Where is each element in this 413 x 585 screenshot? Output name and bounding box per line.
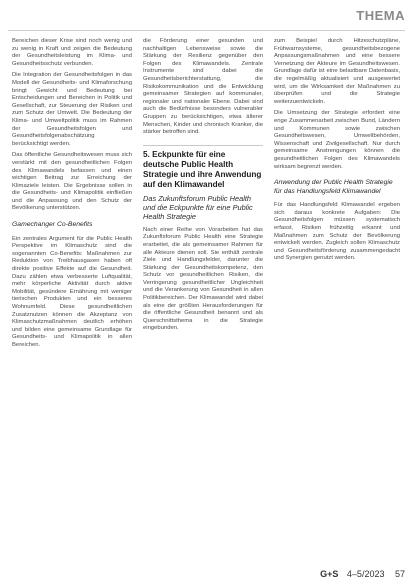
paragraph: Die Umsetzung der Strategie erfordert eine enge Zusammenarbeit zwischen Bund, Ländern und Kommunen sowie zwischen Gesundheitswesen, Umweltbehörden, Wissenschaft und Zivilgesellschaft. Nur durch gemeinsame Anstrengungen können die gesundheitlichen Folgen des Klimawandels wirksam begrenzt werden.: [274, 110, 400, 170]
paragraph: Bereichen dieser Krise sind noch wenig und zu wenig in Kraft und zeigen die Bedeutung der Gesundheitsleistung im Klima- und Gesundheitsschutz verbunden.: [12, 38, 132, 67]
paragraph: Nach einer Reihe von Vorarbeiten hat das Zukunftsforum Public Health eine Strategie erarbeitet, die als gemeinsamer Rahmen für alle Akteure dienen soll. Sie enthält zentrale Ziele und Handlungsfelder, darunter die Stärkung der Gesundheitskompetenz, den Schutz vor gesundheitlichen Risiken, die Verringerung gesundheitlicher Ungleichheit und die Verankerung von Gesundheit in allen Politikbereichen. Der Klimawandel wird dabei als eine der größten Herausforderungen für die öffentliche Gesundheit benannt und als Querschnittsthema in die Strategie eingebunden.: [143, 226, 263, 332]
paragraph: die Förderung einer gesunden und nachhaltigen Lebensweise sowie die Stärkung der Resilienz gegenüber den Folgen des Klimawandels. Zentrale Instrumente sind dabei die Gesundheitsberichterstattung, die Risikokommunikation und die Entwicklung gemeinsamer Strategien auf kommunaler, regionaler und nationaler Ebene. Dabei sind auch die Bedürfnisse besonders vulnerabler Gruppen zu berücksichtigen, etwa älterer Menschen, Kinder und chronisch Kranker, die stärker betroffen sind.: [143, 38, 263, 136]
heading-rule: [143, 145, 263, 146]
column-1: [12, 38, 132, 561]
page-footer: [0, 563, 413, 585]
issue-number: 4–5/2023: [346, 569, 385, 579]
subheading: Anwendung der Public Health Strategie für das Handlungsfeld Klimawandel: [274, 179, 393, 195]
footer-info: [320, 569, 405, 579]
page-number: 57: [394, 569, 405, 579]
paragraph: Ein zentrales Argument für die Public Health Perspektive im Klimaschutz sind die sogenannten Co-Benefits: Maßnahmen zur Reduktion von Treibhausgasen haben oft direkte positive Effekte auf die Gesundheit. Dazu zählen etwa verbesserte Luftqualität, mehr körperliche Aktivität durch aktive Mobilität, gesündere Ernährung mit weniger tierischen Produkten und ein besseres Wohnumfeld. Diese gesundheitlichen Zusatznutzen können die Akzeptanz von Klimaschutzmaßnahmen deutlich erhöhen und bilden eine gemeinsame Grundlage für Gesundheits- und Klimapolitik in allen Bereichen.: [12, 235, 132, 348]
paragraph: Die Integration der Gesundheitsfolgen in das Modell der Gesundheits- und Klimaforschung bringt Gewicht und Bedeutung bei Entscheidungen und Bereichen in Politik und Gesellschaft, zur Steuerung der Risiken und zum Schutz der Umwelt. Die Bedeutung der Klima- und Umweltpolitik muss im Rahmen der Gesundheitsfolgen und Gesundheitsfolgenabschätzung berücksichtigt werden.: [12, 72, 132, 147]
column-2: [143, 38, 263, 561]
paragraph: Das öffentliche Gesundheitswesen muss sich verstärkt mit den gesundheitlichen Folgen des Klimawandels befassen und einen wichtigen Beitrag zur Erreichung der Klimaziele leisten. Die Ergebnisse sollen in die Gesundheits- und Klimapolitik einfließen und die Anpassung und den Schutz der Bevölkerung unterstützen.: [12, 152, 132, 212]
paragraph: zum Beispiel durch Hitzeschutzpläne, Frühwarnsysteme, gesundheitsbezogene Anpassungsmaßnahmen und eine bessere Vernetzung der Akteure im Gesundheitswesen. Grundlage dafür ist eine belastbare Datenbasis, die regelmäßig aktualisiert und ausgewertet wird, um die Wirksamkeit der Maßnahmen zu überprüfen und die Strategie weiterzuentwickeln.: [274, 38, 400, 105]
paragraph: Für das Handlungsfeld Klimawandel ergeben sich daraus konkrete Aufgaben: Die Gesundheitsfolgen müssen systematisch erfasst, Risiken frühzeitig erkannt und Maßnahmen zum Schutz der Bevölkerung entwickelt werden. Zugleich sollen Klimaschutz und Gesundheitsförderung zusammengedacht und Synergien genutzt werden.: [274, 202, 400, 262]
subheading: Gamechanger Co-Benefits: [12, 221, 93, 229]
journal-brand: G+S: [320, 569, 339, 579]
section-label: THEMA: [356, 8, 405, 23]
section-heading-block: [143, 145, 263, 221]
section-subheading: Das Zukunftsforum Public Health und die Eckpunkte für eine Public Health Strategie: [143, 193, 253, 221]
section-heading: 5. Eckpunkte für eine deutsche Public Health Strategie und ihre Anwendung auf den Klimawandel: [143, 149, 262, 189]
header-divider: [8, 30, 405, 31]
section-header: [0, 0, 413, 34]
column-3: [274, 38, 400, 561]
